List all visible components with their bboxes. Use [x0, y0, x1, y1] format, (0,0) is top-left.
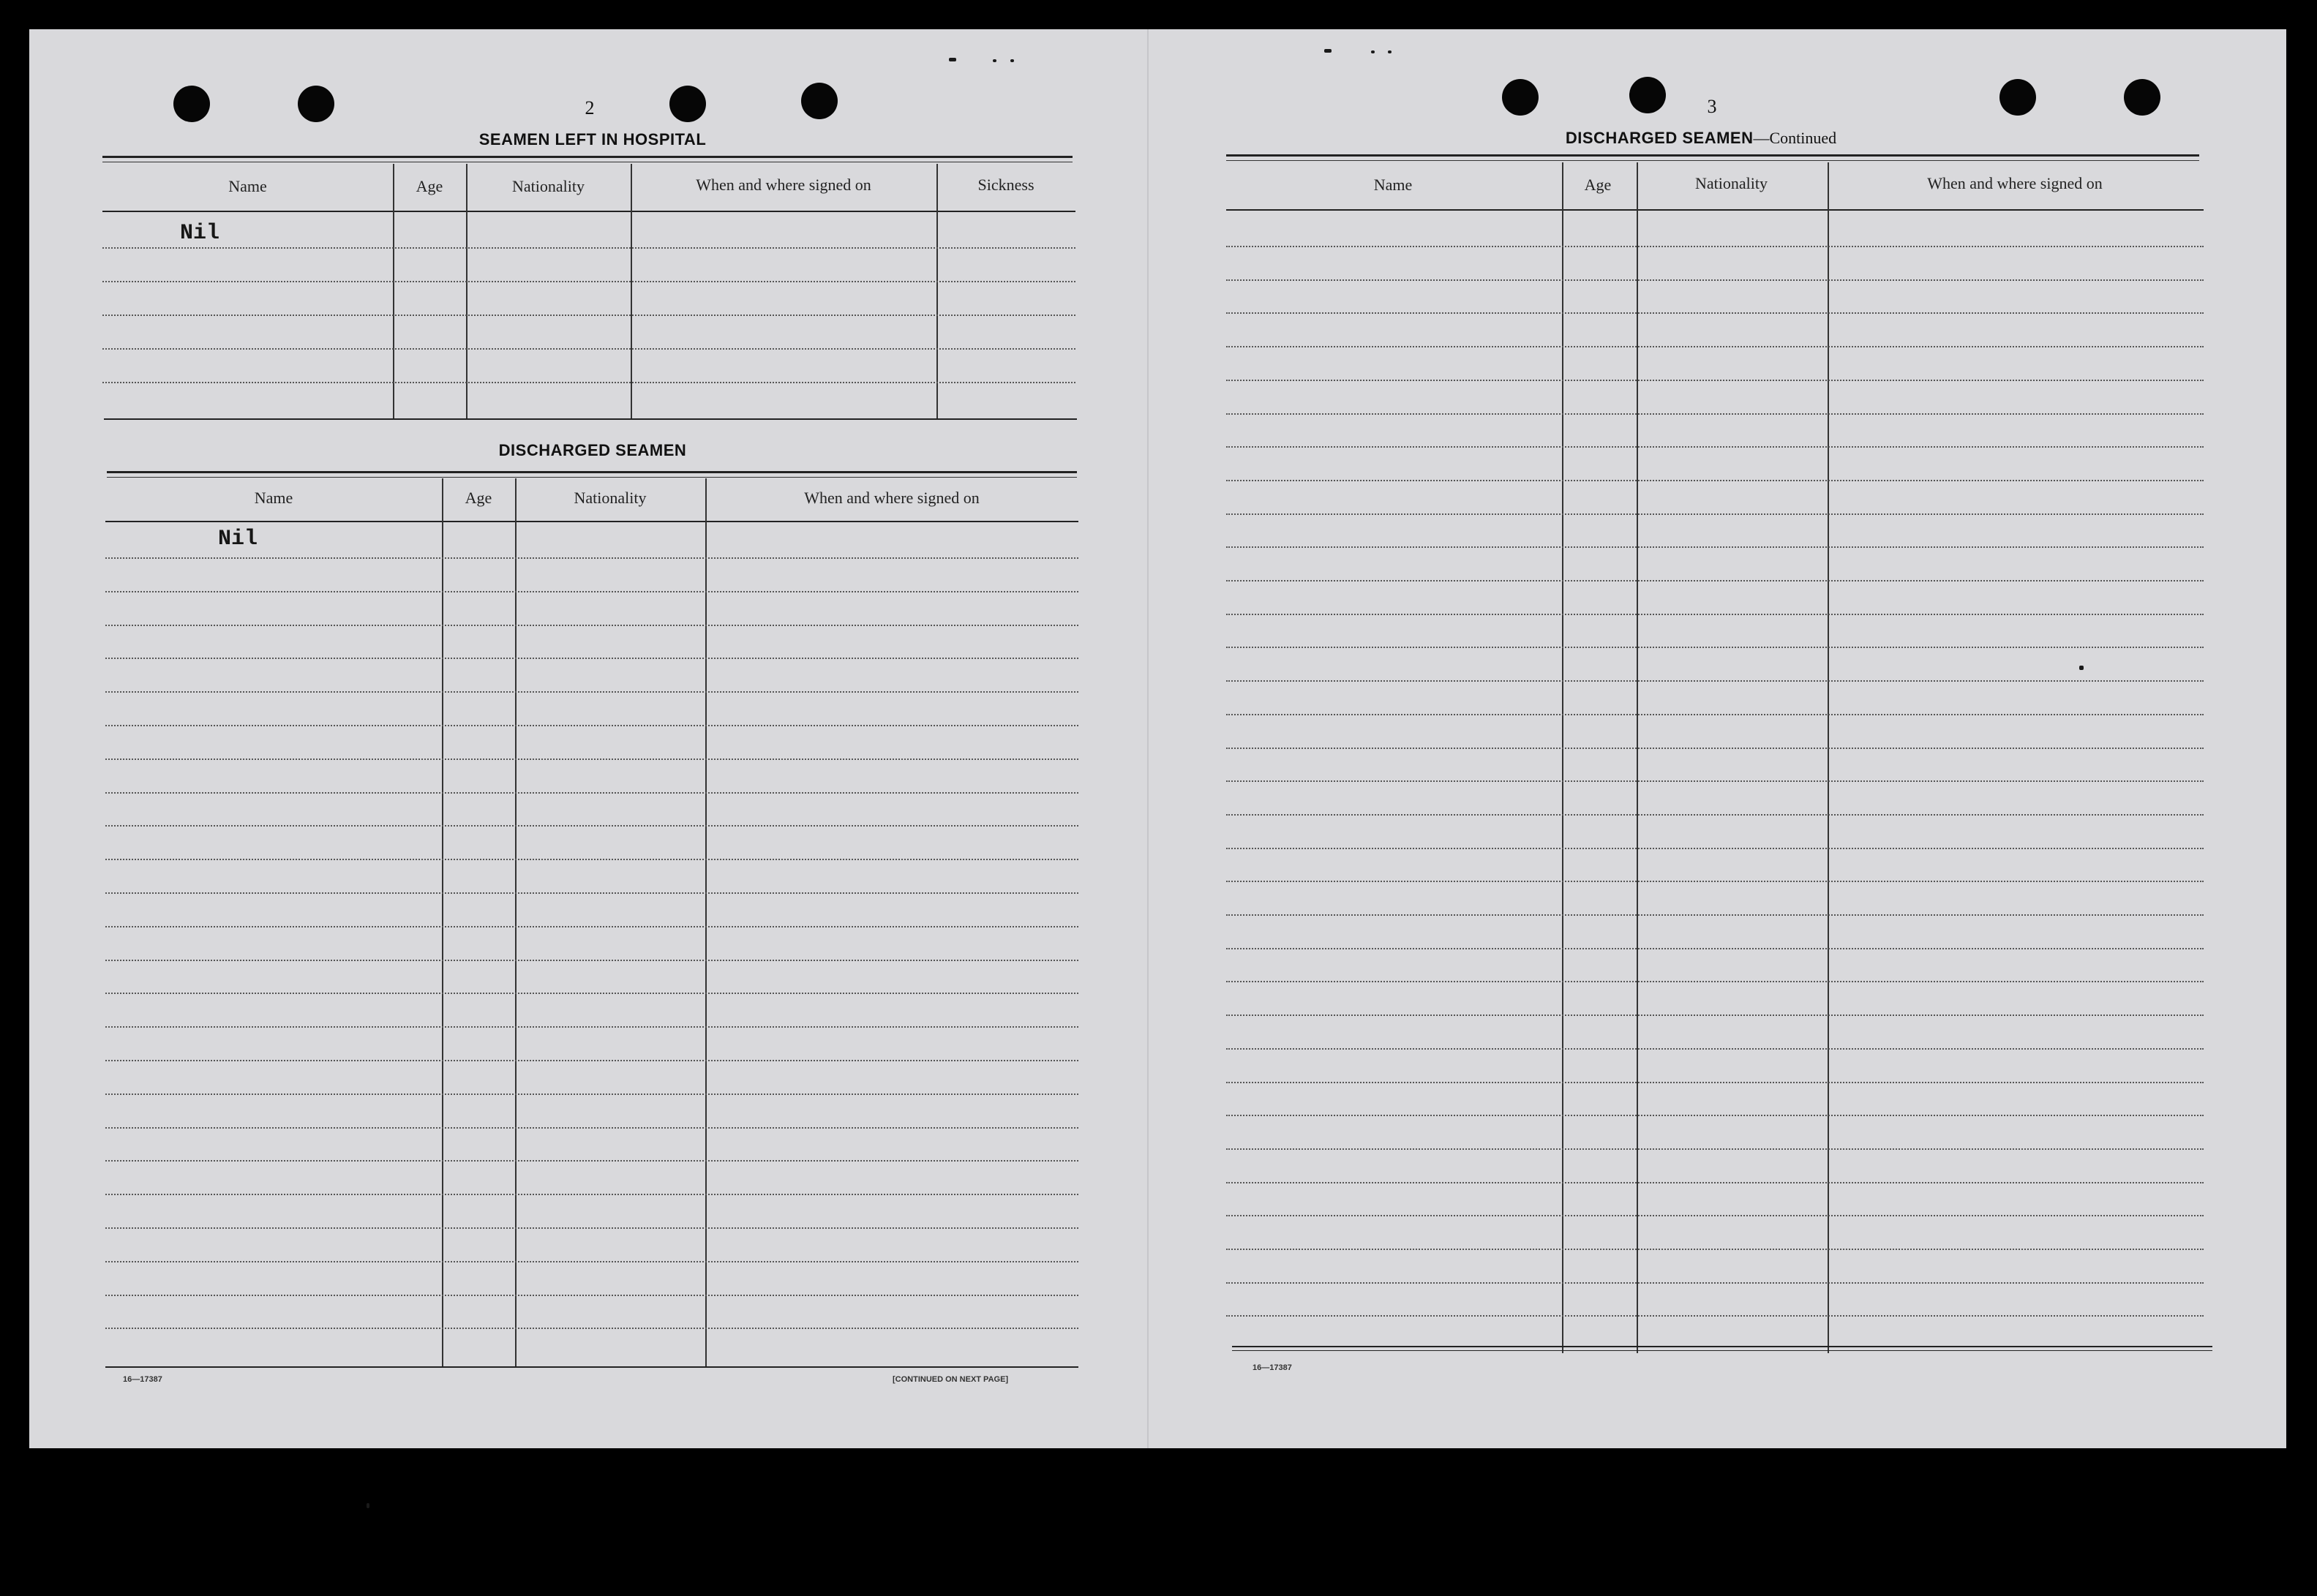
column-divider	[1637, 162, 1638, 1353]
scan-mark	[2079, 666, 2084, 670]
section-title-main: DISCHARGED SEAMEN	[1565, 129, 1754, 147]
row-line	[105, 1026, 1078, 1028]
header-rule	[105, 521, 1078, 522]
punch-hole	[173, 86, 210, 122]
column-header-nationality: Nationality	[574, 489, 647, 507]
row-line	[105, 892, 1078, 894]
row-line	[105, 993, 1078, 994]
punch-hole	[801, 83, 838, 119]
column-divider	[936, 164, 938, 418]
page-fold	[1147, 29, 1149, 1448]
row-line	[105, 1261, 1078, 1262]
row-line	[1226, 714, 2204, 715]
row-line	[1226, 1315, 2204, 1317]
column-header-age: Age	[465, 489, 492, 507]
row-line	[1226, 1215, 2204, 1216]
punch-hole	[1502, 79, 1539, 116]
scan-mark	[993, 59, 996, 62]
section-title-discharged: DISCHARGED SEAMEN	[498, 441, 687, 459]
row-line	[1226, 1249, 2204, 1250]
row-line	[1226, 1015, 2204, 1016]
row-line	[1226, 480, 2204, 481]
row-line	[105, 1328, 1078, 1329]
title-rule	[1226, 154, 2199, 161]
punch-hole	[669, 86, 706, 122]
row-line	[105, 1060, 1078, 1061]
form-number: 16—17387	[123, 1375, 162, 1384]
row-line	[105, 591, 1078, 592]
row-line	[1226, 1115, 2204, 1116]
row-line	[1226, 780, 2204, 782]
row-line	[1226, 748, 2204, 749]
scan-mark	[1388, 50, 1392, 53]
title-rule	[102, 156, 1073, 162]
column-header-signed-on: When and where signed on	[804, 489, 980, 507]
header-rule	[1226, 209, 2204, 211]
header-rule	[102, 211, 1075, 212]
continued-note: [CONTINUED ON NEXT PAGE]	[893, 1375, 1009, 1384]
table-bottom-rule	[104, 418, 1077, 420]
scan-mark	[1324, 49, 1332, 53]
punch-hole	[1999, 79, 2036, 116]
row-line	[105, 1227, 1078, 1229]
row-line	[1226, 513, 2204, 515]
row-line	[1226, 1282, 2204, 1284]
form-number: 16—17387	[1253, 1363, 1292, 1372]
scan-mark	[1371, 50, 1375, 53]
section-title-hospital: SEAMEN LEFT IN HOSPITAL	[478, 130, 707, 148]
row-line	[1226, 279, 2204, 281]
row-line	[105, 1094, 1078, 1095]
column-divider	[393, 164, 394, 418]
row-line	[1226, 446, 2204, 448]
document-sheet	[29, 29, 2286, 1448]
column-divider	[466, 164, 467, 418]
column-header-name: Name	[254, 489, 293, 507]
row-line	[1226, 881, 2204, 882]
row-line	[102, 382, 1075, 383]
hospital-entry-name: Nil	[180, 221, 220, 246]
punch-hole	[2124, 79, 2160, 116]
title-rule	[107, 471, 1077, 478]
column-header-signed-on: When and where signed on	[696, 176, 871, 194]
column-header-name: Name	[228, 177, 267, 195]
column-header-age: Age	[416, 177, 443, 195]
row-line	[1226, 848, 2204, 849]
row-line	[1226, 580, 2204, 581]
column-header-sickness: Sickness	[977, 176, 1034, 194]
row-line	[105, 1194, 1078, 1195]
column-divider	[1562, 162, 1563, 1353]
table-bottom-rule	[1232, 1350, 2212, 1351]
punch-hole	[1629, 77, 1666, 113]
row-line	[105, 960, 1078, 961]
row-line	[105, 1295, 1078, 1296]
row-line	[105, 725, 1078, 726]
row-line	[1226, 614, 2204, 615]
row-line	[1226, 914, 2204, 916]
row-line	[1226, 814, 2204, 816]
page-number: 2	[585, 97, 595, 118]
row-line	[102, 281, 1075, 282]
row-line	[1226, 380, 2204, 381]
row-line	[1226, 413, 2204, 415]
discharged-entry-name: Nil	[218, 527, 258, 552]
column-header-signed-on: When and where signed on	[1927, 174, 2103, 192]
column-header-age: Age	[1584, 176, 1612, 194]
row-line	[1226, 312, 2204, 314]
row-line	[102, 247, 1075, 249]
column-header-nationality: Nationality	[1695, 174, 1768, 192]
column-divider	[705, 478, 707, 1368]
row-line	[102, 348, 1075, 350]
section-title-discharged-continued	[1492, 129, 1909, 148]
row-line	[1226, 346, 2204, 347]
column-header-name: Name	[1373, 176, 1413, 194]
row-line	[105, 658, 1078, 659]
row-line	[105, 759, 1078, 760]
row-line	[105, 792, 1078, 794]
row-line	[105, 557, 1078, 559]
column-divider	[631, 164, 632, 418]
section-title-continued: —Continued	[1753, 129, 1837, 147]
row-line	[105, 926, 1078, 927]
column-divider	[1828, 162, 1829, 1353]
row-line	[105, 1160, 1078, 1162]
row-line	[102, 315, 1075, 316]
punch-hole	[298, 86, 334, 122]
row-line	[105, 1127, 1078, 1129]
scan-mark	[1010, 59, 1014, 62]
row-line	[1226, 1148, 2204, 1150]
table-bottom-rule	[1232, 1346, 2212, 1347]
row-line	[1226, 246, 2204, 247]
row-line	[105, 625, 1078, 626]
row-line	[105, 691, 1078, 693]
column-header-nationality: Nationality	[512, 177, 585, 195]
table-bottom-rule	[105, 1366, 1078, 1368]
row-line	[1226, 981, 2204, 982]
column-divider	[515, 478, 517, 1368]
row-line	[1226, 1182, 2204, 1183]
row-line	[1226, 1048, 2204, 1050]
scan-mark	[949, 58, 956, 61]
row-line	[105, 859, 1078, 860]
row-line	[1226, 546, 2204, 548]
column-divider	[442, 478, 443, 1368]
page-number: 3	[1707, 96, 1717, 117]
row-line	[1226, 948, 2204, 949]
row-line	[1226, 647, 2204, 648]
row-line	[1226, 1082, 2204, 1083]
row-line	[1226, 680, 2204, 682]
scan-mark	[367, 1503, 369, 1508]
row-line	[105, 825, 1078, 827]
